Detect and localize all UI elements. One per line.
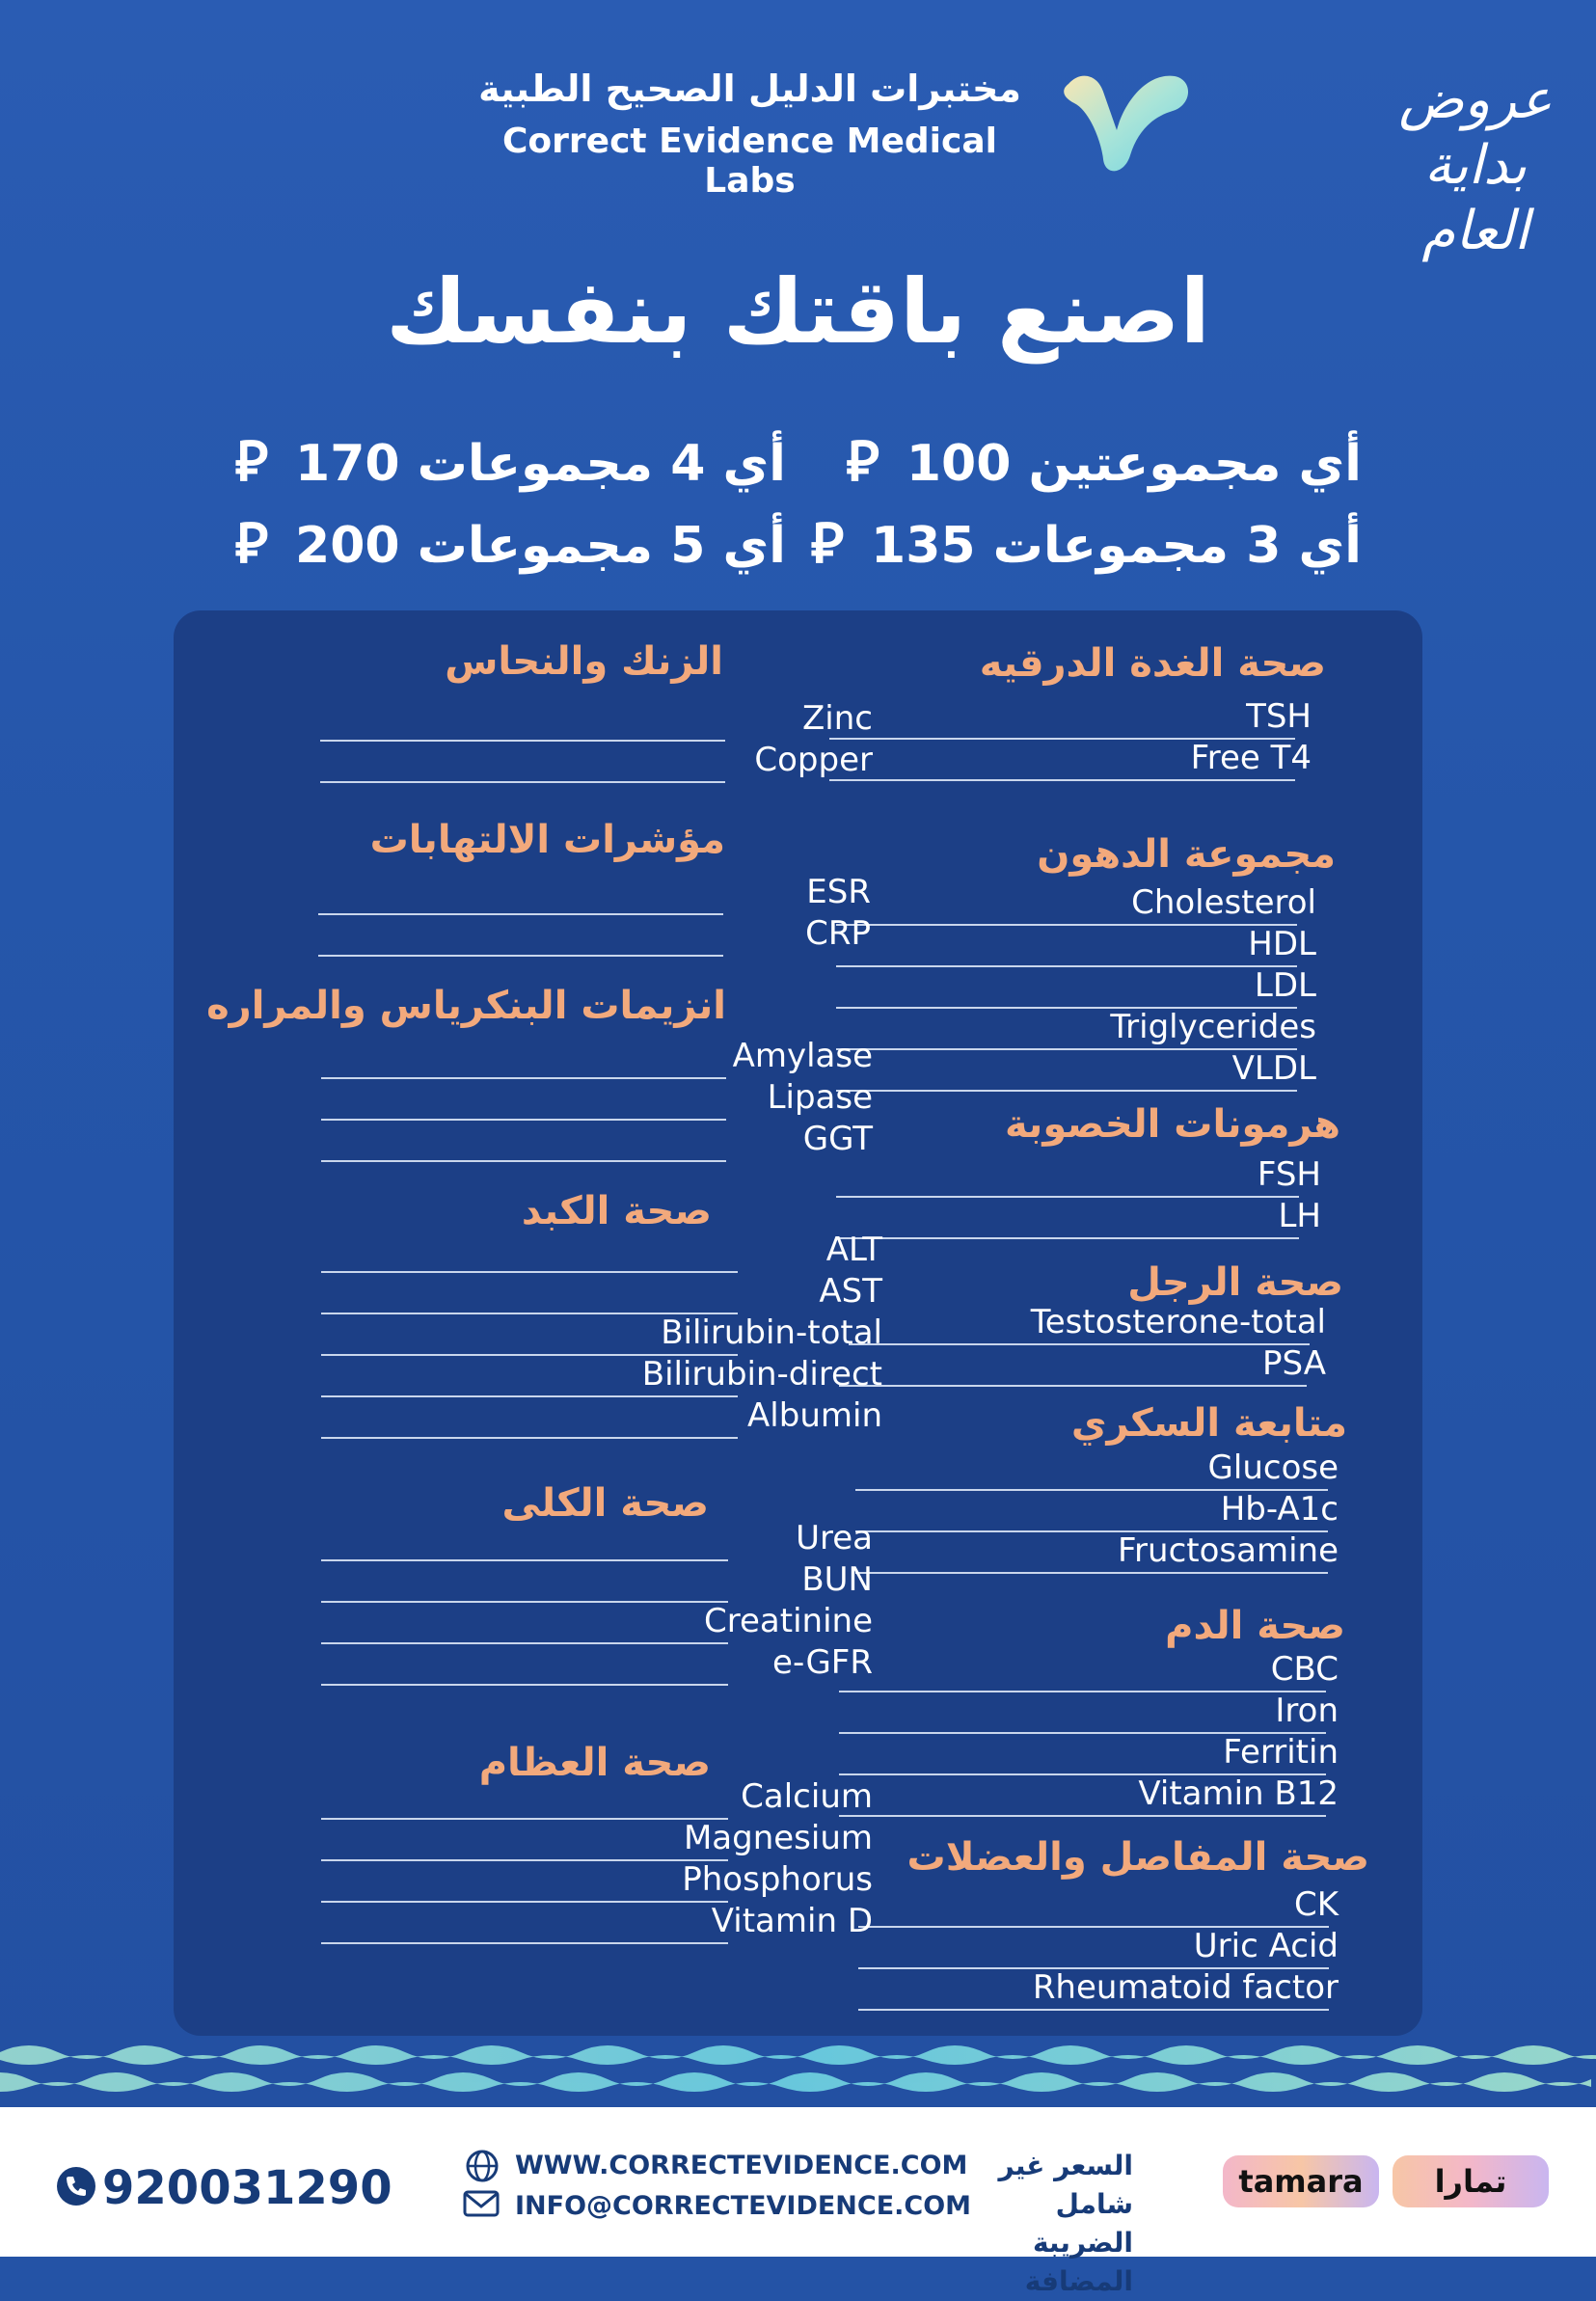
test-item: Albumin — [747, 1396, 882, 1435]
badge-line: عروض — [1398, 68, 1553, 131]
test-item: Ferritin — [1223, 1733, 1339, 1772]
divider — [855, 1572, 1328, 1574]
test-item: Bilirubin-total — [661, 1313, 882, 1352]
test-item: Iron — [1275, 1692, 1339, 1730]
divider — [836, 1196, 1299, 1198]
test-item: Glucose — [1207, 1448, 1339, 1487]
divider — [858, 2009, 1329, 2011]
divider — [849, 1343, 1310, 1345]
divider — [321, 1684, 728, 1686]
price-label: أي 4 مجموعات — [417, 435, 786, 493]
divider — [321, 1395, 738, 1397]
divider — [320, 781, 725, 783]
test-item: AST — [819, 1272, 882, 1311]
test-item: Rheumatoid factor — [1032, 1968, 1339, 2007]
price-option — [800, 506, 1362, 579]
test-item: ALT — [825, 1231, 882, 1269]
price-option — [225, 424, 786, 497]
page-title: اصنع باقتك بنفسك — [385, 260, 1211, 364]
group-title: صحة العظام — [478, 1741, 711, 1785]
divider — [321, 1077, 726, 1079]
group-title: صحة الغدة الدرقيه — [979, 641, 1326, 686]
group-title: صحة المفاصل والعضلات — [906, 1835, 1369, 1880]
divider — [321, 1437, 738, 1439]
divider — [836, 1048, 1297, 1050]
group-title: صحة الكبد — [521, 1189, 712, 1233]
divider — [321, 1119, 726, 1121]
divider — [321, 1942, 728, 1944]
test-item: Urea — [796, 1519, 873, 1557]
divider — [839, 1691, 1326, 1692]
test-item: LH — [1278, 1197, 1321, 1235]
divider — [318, 913, 723, 915]
test-item: Triglycerides — [1110, 1008, 1316, 1046]
test-item: Testosterone-total — [1030, 1303, 1326, 1341]
test-item: Vitamin D — [711, 1902, 873, 1940]
test-item: CK — [1293, 1885, 1339, 1924]
price-label: أي 3 مجموعات — [992, 517, 1362, 575]
price-value: 100 — [906, 435, 1012, 493]
divider — [836, 1090, 1297, 1092]
test-item: Free T4 — [1190, 739, 1312, 777]
test-item: Copper — [754, 741, 873, 779]
price-value: 135 — [871, 517, 976, 575]
divider — [836, 924, 1297, 926]
divider — [829, 779, 1295, 781]
test-item: FSH — [1257, 1155, 1321, 1194]
tamara-logo-arabic: تمارا — [1393, 2155, 1549, 2207]
test-item: TSH — [1246, 697, 1312, 736]
test-item: Uric Acid — [1193, 1927, 1339, 1965]
test-item: LDL — [1254, 966, 1316, 1005]
group-title: مجموعة الدهون — [1037, 832, 1336, 877]
new-year-offers-badge — [1389, 68, 1562, 264]
test-item: Creatinine — [704, 1602, 873, 1640]
test-item: Magnesium — [683, 1819, 873, 1857]
divider — [836, 1237, 1299, 1239]
price-value: 200 — [295, 517, 400, 575]
divider — [321, 1271, 738, 1273]
test-item: Hb-A1c — [1220, 1490, 1339, 1529]
divider — [321, 1642, 728, 1644]
lab-logo-icon — [1061, 63, 1196, 178]
test-item: Amylase — [732, 1037, 873, 1075]
test-item: CBC — [1270, 1650, 1339, 1689]
tamara-logo-english: tamara — [1223, 2155, 1379, 2207]
price-option — [225, 506, 786, 579]
riyal-currency-icon: ⃁ — [846, 428, 879, 494]
email-link[interactable]: INFO@CORRECTEVIDENCE.COM — [515, 2191, 972, 2221]
divider — [839, 1815, 1326, 1817]
price-option — [836, 424, 1362, 497]
riyal-currency-icon: ⃁ — [234, 428, 268, 494]
phone-icon — [56, 2166, 96, 2206]
riyal-currency-icon: ⃁ — [810, 510, 844, 576]
test-item: BUN — [801, 1560, 873, 1599]
test-item: Bilirubin-direct — [641, 1355, 882, 1394]
divider — [839, 1385, 1307, 1387]
divider — [318, 955, 723, 957]
test-item: Cholesterol — [1131, 883, 1316, 922]
tax-note-line: السعر غير شامل — [998, 2150, 1133, 2220]
group-title: صحة الكلى — [501, 1481, 709, 1526]
decorative-wave-pattern — [0, 2037, 1596, 2107]
test-item: Fructosamine — [1117, 1531, 1339, 1570]
test-groups-panel — [174, 610, 1422, 2036]
lab-name-arabic: مختبرات الدليل الصحيح الطبية — [478, 68, 1021, 110]
test-item: Zinc — [802, 699, 873, 738]
divider — [321, 1160, 726, 1162]
globe-icon — [465, 2149, 500, 2183]
group-title: الزنك والنحاس — [445, 639, 723, 684]
divider — [321, 1559, 728, 1561]
price-label: أي مجموعتين — [1028, 435, 1362, 493]
tax-note-line: الضريبة المضافة — [1024, 2227, 1133, 2297]
divider — [320, 740, 725, 742]
group-title: صحة الرجل — [1127, 1260, 1343, 1305]
test-item: VLDL — [1231, 1049, 1316, 1088]
phone-number[interactable]: 920031290 — [102, 2161, 392, 2215]
test-item: Lipase — [767, 1078, 873, 1117]
divider — [321, 1901, 728, 1903]
divider — [321, 1601, 728, 1603]
lab-name — [453, 68, 1046, 201]
test-item: e-GFR — [772, 1643, 873, 1682]
divider — [836, 965, 1297, 967]
price-value: 170 — [295, 435, 400, 493]
group-title: متابعة السكري — [1070, 1401, 1347, 1446]
test-item: HDL — [1248, 925, 1316, 963]
divider — [321, 1818, 728, 1820]
email-icon — [463, 2189, 500, 2218]
price-label: أي 5 مجموعات — [417, 517, 786, 575]
lab-name-english: Correct Evidence Medical Labs — [502, 122, 997, 201]
group-title: مؤشرات الالتهابات — [369, 818, 725, 862]
test-item: Vitamin B12 — [1138, 1774, 1339, 1813]
test-item: ESR — [806, 873, 871, 911]
test-item: GGT — [802, 1120, 873, 1158]
group-title: انزيمات البنكرياس والمراره — [206, 984, 726, 1028]
riyal-currency-icon: ⃁ — [234, 510, 268, 576]
divider — [321, 1859, 728, 1861]
test-item: CRP — [805, 914, 871, 953]
test-item: Calcium — [741, 1777, 873, 1816]
badge-line: بداية — [1423, 134, 1528, 197]
group-title: هرمونات الخصوبة — [1005, 1102, 1340, 1147]
group-title: صحة الدم — [1165, 1604, 1345, 1648]
test-item: PSA — [1262, 1344, 1326, 1383]
test-item: Phosphorus — [682, 1860, 873, 1899]
badge-line: العام — [1421, 200, 1529, 262]
website-link[interactable]: WWW.CORRECTEVIDENCE.COM — [515, 2151, 968, 2180]
tax-note — [921, 2147, 1133, 2301]
